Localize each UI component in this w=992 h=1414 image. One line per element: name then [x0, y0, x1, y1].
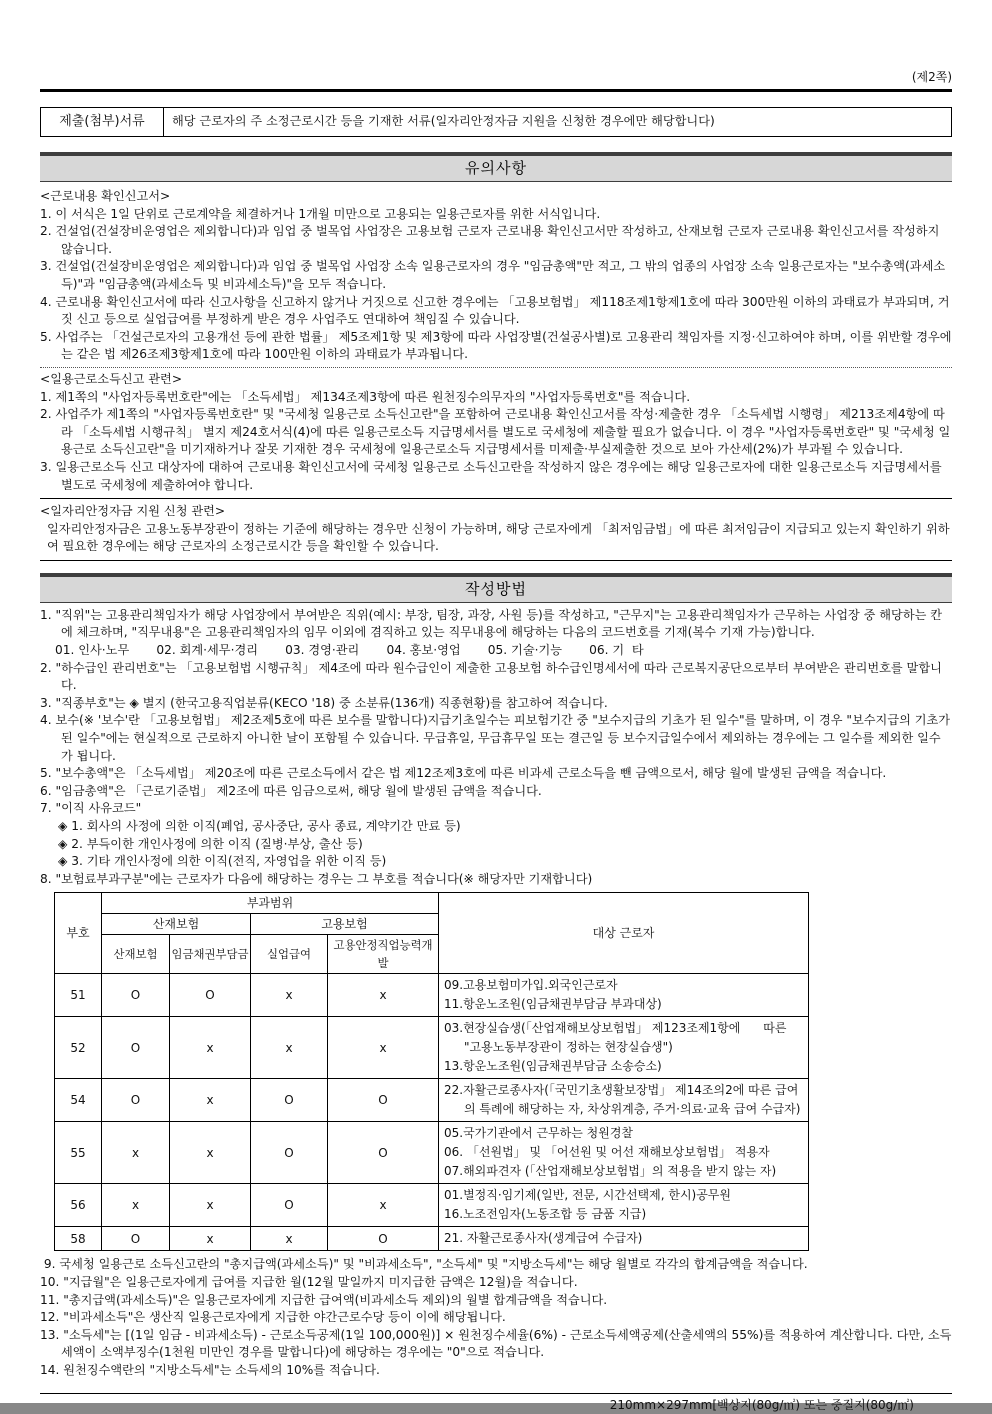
- table-row: [55, 1079, 809, 1122]
- flag-cell: x: [170, 1122, 251, 1184]
- flag-cell: O: [170, 974, 251, 1017]
- target-line: 09.고용보험미가입.외국인근로자: [444, 978, 618, 993]
- method-bullet: ◈ 2. 부득이한 개인사정에 의한 이직 (질병·부상, 출산 등): [58, 836, 363, 851]
- code-cell: 54: [55, 1079, 102, 1122]
- column-header-sileop: 실업급여: [251, 935, 328, 974]
- column-header-imgeum: 임금채권부담금: [170, 935, 251, 974]
- code-cell: 51: [55, 974, 102, 1017]
- flag-cell: x: [170, 1079, 251, 1122]
- method-section-title: 작성방법: [40, 577, 952, 603]
- flag-cell: x: [170, 1227, 251, 1251]
- column-header-code: 부호: [55, 893, 102, 974]
- method-item: 3. "직종부호"는 ◈ 별지 (한국고용직업분류(KECO '18) 중 소분류(136개) 직종현황)를 참고하여 적습니다.: [40, 695, 608, 710]
- column-header-goyonganjeong: 고용안정직업능력개발: [328, 935, 439, 974]
- caution-subhead-1: <근로내용 확인신고서>: [40, 189, 171, 203]
- flag-cell: x: [328, 1184, 439, 1227]
- column-header-target: 대상 근로자: [439, 893, 809, 974]
- code-cell: 56: [55, 1184, 102, 1227]
- target-cell: [439, 1079, 809, 1122]
- table-row: [55, 1017, 809, 1079]
- method-item: 9. 국세청 일용근로 소득신고란의 "총지급액(과세소득)" 및 "비과세소득", "소득세" 및 "지방소득세"는 해당 월별로 각각의 합계금액을 적습니다.: [40, 1257, 808, 1272]
- flag-cell: O: [328, 1227, 439, 1251]
- caution-subhead-2: <일용근로소득신고 관련>: [40, 371, 183, 386]
- flag-cell: x: [328, 974, 439, 1017]
- target-cell: [439, 974, 809, 1017]
- caution-item: 1. 제1쪽의 "사업자등록번호란"에는 「소득세법」 제134조제3항에 따른 원천징수의무자의 "사업자등록번호"를 적습니다.: [40, 389, 691, 404]
- caution-item: 4. 근로내용 확인신고서에 따라 신고사항을 신고하지 않거나 거짓으로 신고한 경우에는 「고용보험법」 제118조제1항제1호에 따라 300만원 이하의 과태료가 부과되며, 거짓 신고 등으로 실업급여를 부정하게 받은 경우 사업주도 연대하여 책임질 수 있습니다.: [40, 294, 950, 327]
- caution-item: 5. 사업주는 「건설근로자의 고용개선 등에 관한 법률」 제5조제1항 및 제3항에 따라 사업장별(건설공사별)로 고용관리 책임자를 지정·신고하여야 하며, 이를 위반할 경우에는 같은 법 제26조제3항제1호에 따라 100만원 이하의 과태료가 부과됩니다.: [40, 329, 952, 362]
- method-section-body: [40, 603, 952, 1386]
- caution-section-title: 유의사항: [40, 156, 952, 182]
- target-cell: [439, 1017, 809, 1079]
- caution-item: 3. 건설업(건설장비운영업은 제외합니다)과 임업 중 벌목업 사업장 소속 일용근로자의 경우 "임금총액"만 적고, 그 밖의 업종의 사업장 소속 일용근로자는 "보수총액(과세소득)"과 "임금총액(과세소득 및 비과세소득)"을 모두 적습니다.: [40, 259, 946, 291]
- target-line: 07.해외파견자 (「산업재해보상보험법」의 적용을 받지 않는 자): [444, 1164, 777, 1179]
- method-bullet: ◈ 3. 기타 개인사정에 의한 이직(전직, 자영업을 위한 이직 등): [58, 854, 387, 869]
- method-item: 1. "직위"는 고용관리책임자가 해당 사업장에서 부여받은 직위(예시: 부장, 팀장, 과장, 사원 등)를 작성하고, "근무지"는 고용관리책임자가 근무하는 사업장 중 해당하는 칸에 체크하며, "직무내용"은 고용관리책임자의 임무 이외에 겸직하고 있는 직무내용에 해당하는 다음의 코드번호를 기재(복수 기재 가능)합니다.: [40, 607, 943, 640]
- column-group-sanjae: 산재보험: [102, 914, 251, 935]
- target-line: 05.국가기관에서 근무하는 청원경찰: [444, 1126, 634, 1141]
- caution-item: 3. 일용근로소득 신고 대상자에 대하여 근로내용 확인신고서에 국세청 일용근로 소득신고란을 작성하지 않은 경우에는 해당 일용근로자에 대한 일용근로소득 지급명세서를 별도로 국세청에 제출하여야 합니다.: [40, 459, 946, 492]
- flag-cell: x: [102, 1184, 170, 1227]
- method-bullet: ◈ 1. 회사의 사정에 의한 이직(폐업, 공사중단, 공사 종료, 계약기간 만료 등): [58, 819, 461, 833]
- method-item: 2. "하수급인 관리번호"는 「고용보험법 시행규칙」 제4조에 따라 원수급인이 제출한 고용보험 하수급인명세서에 따라 근로복지공단으로부터 부여받은 관리번호를 말합니다.: [40, 660, 942, 693]
- method-item: 5. "보수총액"은 「소득세법」 제20조에 따른 근로소득에서 같은 법 제12조제3호에 따른 비과세 근로소득을 뺀 금액으로서, 해당 월에 발생된 금액을 적습니다.: [40, 766, 887, 781]
- top-rule: [40, 89, 952, 92]
- caution-item: 1. 이 서식은 1일 단위로 근로계약을 체결하거나 1개월 미만으로 고용되는 일용근로자를 위한 서식입니다.: [40, 206, 601, 221]
- flag-cell: O: [102, 1017, 170, 1079]
- target-line: 22.자활근로종사자(「국민기초생활보장법」 제14조의2에 따른 급여의 특례에 해당하는 자, 차상위계층, 주거·의료·교육 급여 수급자): [444, 1083, 801, 1117]
- method-item: 11. "총지급액(과세소득)"은 일용근로자에게 지급한 급여액(비과세소득 제외)의 월별 합계금액을 적습니다.: [40, 1292, 608, 1307]
- column-group-scope: 부과범위: [102, 893, 439, 914]
- page-number: (제2쪽): [911, 70, 952, 84]
- flag-cell: O: [328, 1122, 439, 1184]
- method-item: 8. "보험료부과구분"에는 근로자가 다음에 해당하는 경우는 그 부호를 적습니다(※ 해당자만 기재합니다): [40, 871, 593, 886]
- target-line: 01.별정직·임기제(일반, 전문, 시간선택제, 한시)공무원: [444, 1188, 731, 1203]
- flag-cell: O: [102, 1227, 170, 1251]
- flag-cell: O: [328, 1079, 439, 1122]
- method-item: 10. "지급월"은 일용근로자에게 급여를 지급한 월(12월 말일까지 미지급한 금액은 12월)을 적습니다.: [40, 1274, 578, 1289]
- method-code-list: 01. 인사·노무 02. 회계·세무·경리 03. 경영·관리 04. 홍보·영업 05. 기술·기능 06. 기 타: [55, 643, 644, 658]
- column-group-goyong: 고용보험: [251, 914, 439, 935]
- divider: [40, 498, 952, 499]
- target-line: 06. 「선원법」 및 「어선원 및 어선 재해보상보험법」 적용자: [444, 1145, 770, 1160]
- table-header-row: [55, 893, 809, 914]
- target-line: 13.항운노조원(임금채권부담금 소송승소): [444, 1059, 662, 1074]
- method-item: 13. "소득세"는 [(1일 임금 - 비과세소득) - 근로소득공제(1일 100,000원)] × 원천징수세율(6%) - 근로소득세액공제(산출세액의 55%)를 적용하여 계산합니다. 다만, 소득세액이 소액부징수(1천원 미만인 경우를 말합니다)에 해당하는 경우에는 "0"으로 적습니다.: [40, 1327, 952, 1360]
- target-cell: [439, 1227, 809, 1251]
- flag-cell: O: [251, 1184, 328, 1227]
- flag-cell: x: [251, 1227, 328, 1251]
- flag-cell: x: [102, 1122, 170, 1184]
- target-cell: [439, 1122, 809, 1184]
- attachment-row: [40, 107, 952, 137]
- method-item: 6. "임금총액"은 「근로기준법」 제2조에 따른 임금으로써, 해당 월에 발생된 금액을 적습니다.: [40, 783, 542, 798]
- code-cell: 52: [55, 1017, 102, 1079]
- table-row: [55, 1184, 809, 1227]
- column-header-sanjae: 산재보험: [102, 935, 170, 974]
- caution-paragraph: 일자리안정자금은 고용노동부장관이 정하는 기준에 해당하는 경우만 신청이 가능하며, 해당 근로자에게 「최저임금법」에 따른 최저임금이 지급되고 있는지 확인하기 위하여 필요한 경우에는 해당 근로자의 소정근로시간 등을 확인할 수 있습니다.: [47, 521, 950, 554]
- flag-cell: x: [251, 974, 328, 1017]
- target-cell: [439, 1184, 809, 1227]
- flag-cell: x: [170, 1184, 251, 1227]
- flag-cell: x: [328, 1017, 439, 1079]
- flag-cell: O: [102, 1079, 170, 1122]
- table-row: [55, 974, 809, 1017]
- flag-cell: O: [102, 974, 170, 1017]
- attachment-value: 해당 근로자의 주 소정근로시간 등을 기재한 서류(일자리안정자금 지원을 신청한 경우에만 해당합니다): [172, 114, 715, 129]
- caution-subhead-3: <일자리안정자금 지원 신청 관련>: [40, 504, 226, 519]
- target-line: 03.현장실습생(「산업재해보상보험법」 제123조제1항에 따른 "고용노동부장관이 정하는 현장실습생"): [444, 1021, 791, 1055]
- dotted-divider: [40, 367, 952, 368]
- attachment-label: 제출(첨부)서류: [41, 108, 164, 136]
- method-item: 12. "비과세소득"은 생산직 일용근로자에게 지급한 야간근로수당 등이 이에 해당됩니다.: [40, 1310, 506, 1325]
- code-cell: 55: [55, 1122, 102, 1184]
- flag-cell: O: [251, 1079, 328, 1122]
- code-cell: 58: [55, 1227, 102, 1251]
- method-item: 7. "이직 사유코드": [40, 801, 142, 816]
- target-line: 21. 자활근로종사자(생계급여 수급자): [444, 1231, 643, 1246]
- table-row: [55, 1122, 809, 1184]
- target-line: 11.항운노조원(임금채권부담금 부과대상): [444, 997, 662, 1012]
- flag-cell: x: [170, 1017, 251, 1079]
- caution-item: 2. 건설업(건설장비운영업은 제외합니다)과 임업 중 벌목업 사업장은 고용보험 근로자 근로내용 확인신고서만 작성하고, 산재보험 근로자 근로내용 확인신고서를 작성하지 않습니다.: [40, 224, 944, 256]
- table-row: [55, 1227, 809, 1251]
- paper-spec: 210mm×297mm[백상지(80g/㎡) 또는 중질지(80g/㎡): [609, 1397, 914, 1412]
- flag-cell: x: [251, 1017, 328, 1079]
- method-item: 14. 원천징수액란의 "지방소득세"는 소득세의 10%를 적습니다.: [40, 1362, 380, 1377]
- method-item: 4. 보수(※ '보수'란 「고용보험법」 제2조제5호에 따른 보수를 말합니다)지급기초일수는 피보험기간 중 "보수지급의 기초가 된 일수"를 말하며, 이 경우 "보수지급의 기초가 된 일수"에는 현실적으로 근로하지 아니한 날이 포함될 수 있습니다. 무급휴일, 무급휴무일 또는 결근일 등 보수지급일수에서 제외하는 경우에는 그 일수를 제외한 일수가 됩니다.: [40, 713, 954, 763]
- caution-section-header: [40, 152, 952, 182]
- flag-cell: O: [251, 1122, 328, 1184]
- levy-code-table: [54, 892, 809, 1251]
- caution-section-body: [40, 182, 952, 571]
- caution-item: 2. 사업주가 제1쪽의 "사업자등록번호란" 및 "국세청 일용근로 소득신고란"을 포함하여 근로내용 확인신고서를 작성·제출한 경우 「소득세법 시행령」 제213조제4항에 따라 「소득세법 시행규칙」 별지 제24호서식(4)에 따른 일용근로소득 지급명세서를 별도로 국세청에 제출할 필요가 없습니다. 이 경우 "사업자등록번호란" 및 "국세청 일용근로 소득신고란"을 미기재하거나 잘못 기재한 경우 국세청에 일용근로소득 지급명세서를 미제출·부실제출한 것으로 보아 가산세(2%)가 부과될 수 있습니다.: [40, 407, 951, 457]
- target-line: 16.노조전임자(노동조합 등 금품 지급): [444, 1207, 647, 1222]
- method-section-header: [40, 573, 952, 603]
- divider: [40, 560, 952, 561]
